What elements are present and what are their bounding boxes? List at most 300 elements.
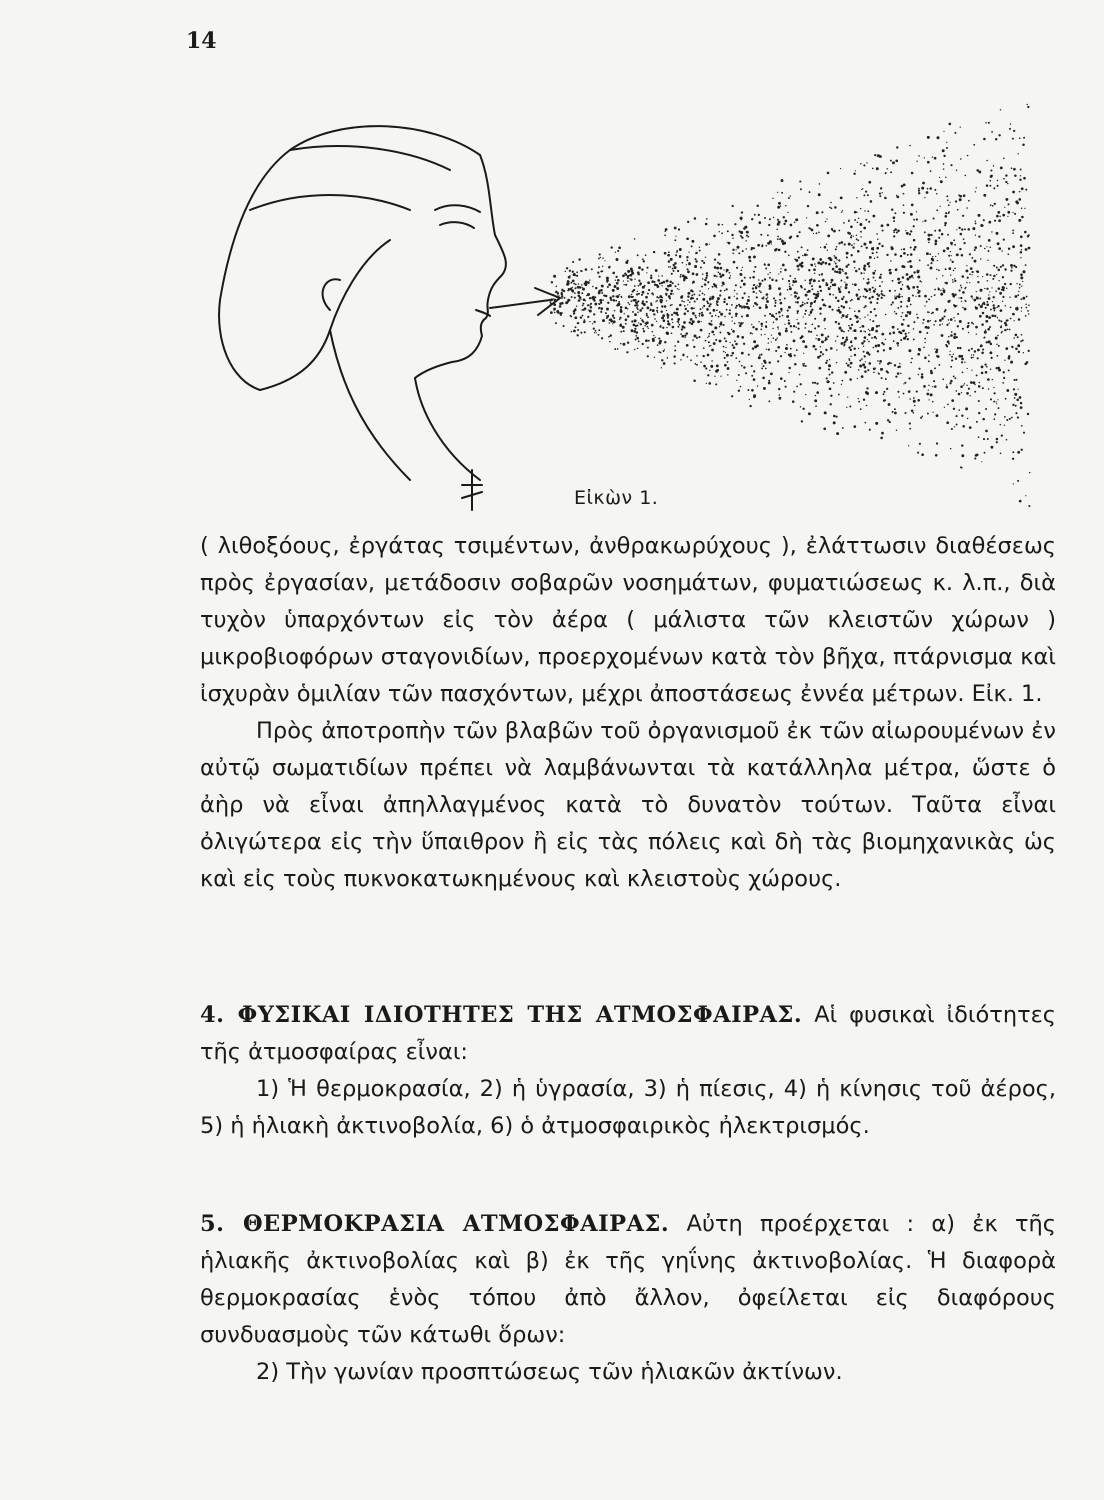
droplet-dot — [601, 285, 604, 288]
droplet-dot — [761, 367, 763, 369]
droplet-dot — [856, 197, 857, 198]
droplet-dot — [811, 309, 813, 311]
droplet-dot — [797, 312, 799, 314]
droplet-dot — [696, 364, 698, 366]
droplet-dot — [716, 364, 719, 367]
droplet-dot — [937, 136, 940, 139]
droplet-dot — [854, 219, 856, 221]
droplet-dot — [844, 281, 845, 282]
droplet-dot — [600, 270, 602, 272]
droplet-dot — [1012, 404, 1014, 406]
droplet-dot — [785, 347, 788, 350]
droplet-dot — [736, 380, 737, 381]
droplet-dot — [822, 261, 824, 263]
droplet-dot — [934, 230, 936, 232]
droplet-dot — [741, 280, 743, 282]
droplet-dot — [1014, 175, 1016, 177]
droplet-dot — [934, 367, 936, 369]
droplet-dot — [572, 279, 575, 282]
droplet-dot — [854, 243, 855, 244]
droplet-dot — [927, 238, 930, 241]
droplet-dot — [730, 275, 731, 276]
droplet-dot — [620, 306, 623, 309]
droplet-dot — [992, 205, 994, 207]
droplet-dot — [1012, 191, 1015, 194]
droplet-dot — [997, 180, 998, 181]
eye — [440, 222, 474, 228]
droplet-dot — [993, 275, 995, 277]
droplet-dot — [883, 349, 885, 351]
droplet-dot — [956, 415, 958, 417]
droplet-dot — [764, 264, 766, 266]
droplet-dot — [896, 296, 898, 298]
droplet-dot — [936, 308, 939, 311]
droplet-dot — [911, 409, 914, 412]
droplet-dot — [861, 342, 864, 345]
droplet-dot — [863, 331, 864, 332]
droplet-dot — [962, 291, 965, 294]
droplet-dot — [814, 272, 816, 274]
droplet-dot — [692, 339, 694, 341]
droplet-dot — [659, 326, 661, 328]
droplet-dot — [619, 319, 621, 321]
droplet-dot — [945, 176, 947, 178]
droplet-dot — [946, 195, 948, 197]
droplet-dot — [835, 265, 838, 268]
droplet-dot — [636, 293, 638, 295]
droplet-dot — [615, 300, 617, 302]
droplet-dot — [1027, 104, 1028, 105]
droplet-dot — [917, 452, 919, 454]
droplet-dot — [805, 323, 807, 325]
droplet-dot — [716, 287, 717, 288]
droplet-dot — [582, 288, 585, 291]
droplet-dot — [909, 233, 911, 235]
droplet-dot — [811, 285, 813, 287]
droplet-dot — [932, 401, 934, 403]
droplet-dot — [930, 320, 931, 321]
droplet-dot — [831, 228, 833, 230]
droplet-dot — [705, 257, 706, 258]
droplet-dot — [831, 279, 834, 282]
droplet-dot — [987, 438, 989, 440]
droplet-dot — [580, 270, 582, 272]
droplet-dot — [964, 242, 966, 244]
droplet-dot — [1011, 167, 1013, 169]
droplet-dot — [853, 173, 855, 175]
droplet-dot — [990, 169, 992, 171]
droplet-dot — [950, 380, 953, 383]
droplet-dot — [595, 330, 597, 332]
droplet-dot — [706, 301, 708, 303]
droplet-dot — [979, 382, 981, 384]
droplet-dot — [1005, 174, 1007, 176]
droplet-dot — [867, 194, 869, 196]
droplet-dot — [883, 399, 885, 401]
droplet-dot — [974, 457, 976, 459]
droplet-dot — [612, 314, 614, 316]
droplet-dot — [764, 334, 765, 335]
droplet-dot — [577, 322, 579, 324]
droplet-dot — [877, 238, 878, 239]
droplet-dot — [781, 192, 783, 194]
droplet-dot — [870, 311, 872, 313]
droplet-dot — [906, 273, 909, 276]
droplet-dot — [914, 405, 915, 406]
droplet-dot — [924, 357, 927, 360]
droplet-dot — [647, 307, 650, 310]
droplet-dot — [925, 326, 928, 329]
droplet-dot — [928, 242, 930, 244]
droplet-dot — [826, 377, 828, 379]
droplet-dot — [922, 416, 924, 418]
droplet-dot — [753, 378, 756, 381]
droplet-dot — [1020, 276, 1023, 279]
droplet-dot — [838, 259, 840, 261]
droplet-dot — [768, 361, 770, 363]
droplet-dot — [918, 190, 920, 192]
droplet-dot — [713, 275, 715, 277]
droplet-dot — [945, 215, 948, 218]
droplet-dot — [1006, 439, 1008, 441]
droplet-dot — [875, 391, 878, 394]
droplet-dot — [840, 197, 843, 200]
droplet-dot — [978, 436, 980, 438]
droplet-dot — [788, 255, 790, 257]
droplet-dot — [1004, 329, 1006, 331]
droplet-dot — [866, 162, 867, 163]
droplet-dot — [962, 215, 964, 217]
droplet-dot — [822, 279, 825, 282]
droplet-dot — [627, 315, 630, 318]
droplet-dot — [714, 266, 717, 269]
droplet-dot — [1004, 416, 1006, 418]
droplet-dot — [989, 351, 992, 354]
droplet-dot — [845, 338, 848, 341]
droplet-dot — [917, 289, 918, 290]
droplet-dot — [788, 367, 790, 369]
droplet-dot — [782, 315, 784, 317]
droplet-dot — [875, 315, 877, 317]
droplet-dot — [844, 243, 846, 245]
droplet-dot — [928, 311, 930, 313]
droplet-dot — [727, 242, 728, 243]
droplet-dot — [811, 288, 813, 290]
droplet-dot — [784, 251, 786, 253]
droplet-dot — [728, 312, 730, 314]
droplet-dot — [864, 305, 866, 307]
droplet-dot — [935, 320, 937, 322]
droplet-dot — [589, 321, 590, 322]
droplet-dot — [720, 313, 723, 316]
droplet-dot — [854, 329, 857, 332]
droplet-dot — [758, 214, 760, 216]
droplet-dot — [633, 289, 635, 291]
droplet-dot — [644, 285, 646, 287]
droplet-dot — [657, 344, 659, 346]
droplet-dot — [896, 146, 898, 148]
droplet-dot — [801, 246, 803, 248]
droplet-dot — [909, 398, 911, 400]
droplet-dot — [940, 206, 941, 207]
droplet-dot — [802, 408, 804, 410]
droplet-dot — [695, 258, 697, 260]
droplet-dot — [996, 307, 997, 308]
droplet-dot — [1009, 297, 1010, 298]
droplet-dot — [674, 227, 677, 230]
droplet-dot — [879, 294, 880, 295]
droplet-dot — [848, 330, 850, 332]
droplet-dot — [936, 355, 938, 357]
droplet-dot — [632, 311, 634, 313]
droplet-dot — [907, 324, 910, 327]
droplet-dot — [715, 315, 716, 316]
droplet-dot — [674, 262, 677, 265]
droplet-dot — [950, 448, 952, 450]
droplet-dot — [868, 221, 870, 223]
droplet-dot — [863, 399, 865, 401]
droplet-dot — [861, 358, 863, 360]
droplet-dot — [778, 273, 779, 274]
droplet-dot — [642, 343, 644, 345]
droplet-dot — [766, 293, 769, 296]
droplet-dot — [991, 131, 993, 133]
droplet-dot — [1021, 208, 1023, 210]
droplet-dot — [984, 288, 985, 289]
droplet-dot — [853, 235, 854, 236]
droplet-dot — [906, 285, 909, 288]
droplet-dot — [723, 301, 725, 303]
droplet-dot — [903, 383, 904, 384]
droplet-dot — [996, 215, 999, 218]
droplet-dot — [683, 279, 685, 281]
droplet-dot — [1012, 458, 1014, 460]
droplet-dot — [936, 278, 937, 279]
droplet-dot — [760, 323, 763, 326]
droplet-dot — [796, 301, 798, 303]
droplet-dot — [934, 385, 937, 388]
neck-back — [330, 330, 410, 480]
droplet-dot — [573, 310, 575, 312]
droplet-dot — [698, 336, 700, 338]
droplet-dot — [829, 374, 831, 376]
droplet-dot — [837, 300, 840, 303]
droplet-dot — [934, 294, 936, 296]
droplet-dot — [742, 267, 743, 268]
droplet-dot — [724, 298, 726, 300]
droplet-dot — [893, 235, 895, 237]
droplet-dot — [790, 236, 792, 238]
droplet-dot — [1020, 169, 1022, 171]
droplet-dot — [882, 229, 884, 231]
droplet-dot — [761, 363, 762, 364]
droplet-dot — [674, 345, 676, 347]
droplet-dot — [667, 317, 669, 319]
droplet-dot — [665, 294, 667, 296]
droplet-dot — [849, 327, 852, 330]
droplet-dot — [897, 307, 899, 309]
droplet-dot — [647, 281, 650, 284]
droplet-dot — [753, 255, 756, 258]
droplet-dot — [790, 195, 791, 196]
droplet-dot — [852, 330, 853, 331]
droplet-dot — [668, 260, 671, 263]
droplet-dot — [606, 308, 609, 311]
droplet-dot — [942, 323, 943, 324]
droplet-dot — [985, 315, 988, 318]
droplet-dot — [709, 298, 712, 301]
droplet-dot — [804, 303, 806, 305]
droplet-dot — [716, 276, 718, 278]
droplet-dot — [784, 352, 785, 353]
droplet-dot — [899, 366, 901, 368]
droplet-dot — [877, 350, 879, 352]
droplet-dot — [1008, 369, 1010, 371]
droplet-dot — [941, 334, 944, 337]
droplet-dot — [1014, 393, 1017, 396]
droplet-dot — [685, 308, 687, 310]
droplet-dot — [805, 345, 808, 348]
droplet-dot — [631, 296, 633, 298]
droplet-dot — [842, 306, 845, 309]
droplet-dot — [928, 385, 930, 387]
droplet-dot — [936, 209, 938, 211]
droplet-dot — [857, 378, 858, 379]
droplet-dot — [986, 160, 988, 162]
droplet-dot — [725, 352, 726, 353]
droplet-dot — [979, 298, 981, 300]
droplet-dot — [918, 290, 921, 293]
droplet-dot — [927, 161, 930, 164]
droplet-dot — [665, 228, 668, 231]
droplet-dot — [634, 279, 635, 280]
droplet-dot — [719, 326, 720, 327]
droplet-dot — [727, 332, 728, 333]
droplet-dot — [854, 283, 857, 286]
droplet-dot — [1027, 106, 1029, 108]
droplet-dot — [1003, 158, 1005, 160]
droplet-dot — [954, 377, 956, 379]
droplet-dot — [671, 332, 673, 334]
droplet-dot — [636, 307, 638, 309]
droplet-dot — [885, 339, 886, 340]
droplet-dot — [622, 274, 625, 277]
droplet-dot — [634, 238, 636, 240]
droplet-dot — [786, 315, 789, 318]
droplet-dot — [727, 367, 730, 370]
droplet-dot — [551, 281, 553, 283]
droplet-dot — [778, 332, 781, 335]
droplet-dot — [690, 318, 693, 321]
droplet-dot — [707, 374, 709, 376]
droplet-dot — [724, 316, 726, 318]
droplet-dot — [851, 244, 853, 246]
droplet-dot — [776, 337, 777, 338]
droplet-dot — [707, 354, 710, 357]
droplet-dot — [930, 267, 933, 270]
droplet-dot — [1020, 235, 1023, 238]
droplet-dot — [809, 314, 811, 316]
droplet-dot — [670, 258, 673, 261]
droplet-dot — [761, 280, 763, 282]
droplet-dot — [703, 347, 705, 349]
droplet-dot — [946, 384, 947, 385]
droplet-dot — [807, 205, 809, 207]
droplet-dot — [990, 247, 992, 249]
droplet-dot — [980, 305, 983, 308]
droplet-dot — [894, 290, 896, 292]
droplet-dot — [631, 329, 634, 332]
droplet-dot — [796, 235, 799, 238]
droplet-dot — [800, 337, 802, 339]
section-5-text: Αὐτη προέρχεται : α) ἐκ τῆς ἡλιακῆς ἀκτινοβολίας καὶ β) ἐκ τῆς γηΐνης ἀκτινοβολίας. Ἡ διαφορὰ θερμοκρασίας ἑνὸς τόπου ἀπὸ ἄλλον, ὀφείλεται εἰς διαφόρους συνδυασμοὺς τῶν κάτωθι ὅρων: — [200, 1211, 1057, 1348]
droplet-dot — [810, 331, 812, 333]
droplet-dot — [790, 325, 792, 327]
droplet-dot — [575, 308, 576, 309]
droplet-dot — [900, 288, 902, 290]
droplet-dot — [1012, 451, 1014, 453]
droplet-dot — [810, 278, 812, 280]
droplet-dot — [629, 304, 631, 306]
droplet-dot — [671, 314, 673, 316]
droplet-dot — [699, 290, 701, 292]
droplet-dot — [579, 296, 582, 299]
droplet-dot — [763, 365, 765, 367]
droplet-dot — [606, 277, 609, 280]
droplet-dot — [741, 365, 743, 367]
droplet-dot — [641, 307, 643, 309]
droplet-dot — [993, 392, 995, 394]
droplet-dot — [732, 238, 734, 240]
droplet-dot — [690, 289, 693, 292]
droplet-dot — [777, 219, 779, 221]
droplet-dot — [682, 354, 684, 356]
section-5-item-2: 2) Τὴν γωνίαν προσπτώσεως τῶν ἡλιακῶν ἀκτίνων. — [256, 1359, 843, 1385]
droplet-dot — [929, 187, 932, 190]
droplet-dot — [816, 295, 819, 298]
droplet-dot — [651, 292, 653, 294]
droplet-dot — [672, 326, 675, 329]
droplet-dot — [889, 290, 891, 292]
droplet-dot — [684, 313, 687, 316]
droplet-dot — [790, 331, 792, 333]
droplet-dot — [921, 376, 924, 379]
droplet-dot — [875, 288, 877, 290]
droplet-dot — [863, 296, 865, 298]
droplet-dot — [1007, 211, 1010, 214]
droplet-dot — [880, 368, 883, 371]
droplet-dot — [1011, 267, 1013, 269]
droplet-dot — [780, 377, 783, 380]
droplet-dot — [718, 223, 720, 225]
droplet-dot — [775, 318, 778, 321]
droplet-dot — [860, 272, 862, 274]
droplet-dot — [828, 364, 831, 367]
droplet-dot — [854, 310, 856, 312]
droplet-dot — [754, 345, 757, 348]
droplet-dot — [550, 298, 553, 301]
droplet-dot — [789, 275, 791, 277]
droplet-dot — [834, 206, 836, 208]
droplet-dot — [864, 288, 867, 291]
droplet-dot — [1028, 247, 1031, 250]
droplet-dot — [757, 285, 758, 286]
droplet-dot — [976, 270, 979, 273]
droplet-dot — [916, 270, 919, 273]
droplet-dot — [585, 283, 588, 286]
droplet-dot — [809, 191, 811, 193]
droplet-dot — [708, 323, 709, 324]
